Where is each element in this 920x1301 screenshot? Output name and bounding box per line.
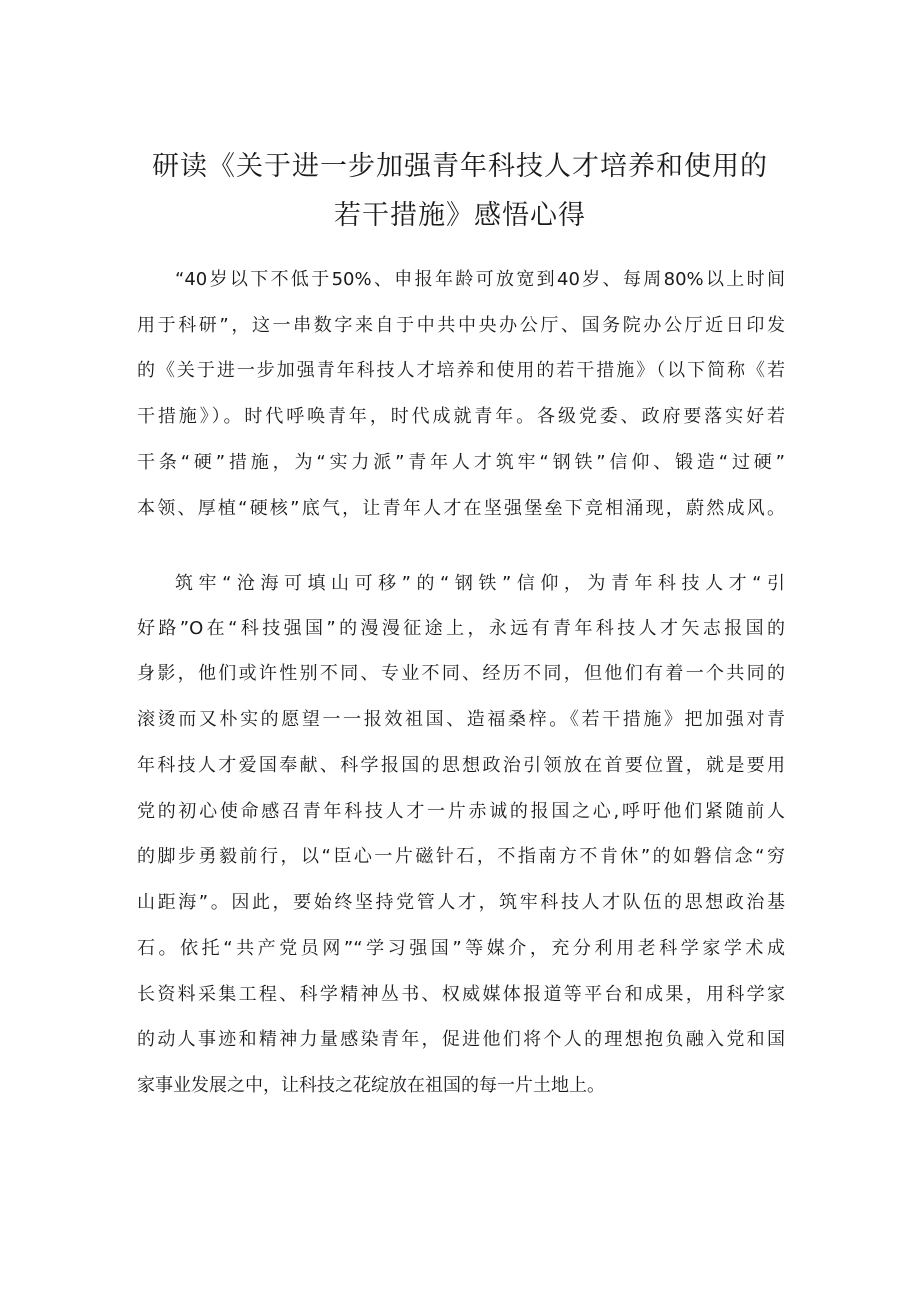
paragraph-1-line: “40岁以下不低于50%、申报年龄可放宽到40岁、每周80%以上时间 [175,269,785,290]
paragraph-2-line: 石。依托“共产党员网”“学习强国”等媒介，充分利用老科学家学术成 [137,938,785,959]
paragraph-1-line: 干措施》）。时代呼唤青年，时代成就青年。各级党委、政府要落实好若 [137,406,785,427]
paragraph-2-line: 长资料采集工程、科学精神丛书、权威媒体报道等平台和成果，用科学家 [137,984,785,1005]
paragraph-2-line: 身影，他们或许性别不同、专业不同、经历不同，但他们有着一个共同的 [137,663,785,684]
paragraph-1-line: 本领、厚植“硬核”底气，让青年人才在坚强堡垒下竞相涌现，蔚然成风。 [137,498,785,519]
paragraph-2-line: 家事业发展之中，让科技之花绽放在祖国的每一片土地上。 [137,1075,605,1096]
paragraph-2-line: 好路”O在“科技强国”的漫漫征途上，永远有青年科技人才矢志报国的 [137,618,785,639]
document-title-line-2: 若干措施》感悟心得 [334,200,586,231]
paragraph-2-line: 的动人事迹和精神力量感染青年，促进他们将个人的理想抱负融入党和国 [137,1029,785,1050]
paragraph-2-line: 的脚步勇毅前行，以“臣心一片磁针石，不指南方不肯休”的如磐信念“穷 [137,846,785,867]
document-title-line-1: 研读《关于进一步加强青年科技人才培养和使用的 [152,151,768,182]
paragraph-2-line: 年科技人才爱国奉献、科学报国的思想政治引领放在首要位置，就是要用 [137,755,785,776]
paragraph-1-line: 的《关于进一步加强青年科技人才培养和使用的若干措施》（以下简称《若 [137,360,785,381]
paragraph-2-line: 山距海”。因此，要始终坚持党管人才，筑牢科技人才队伍的思想政治基 [137,892,785,913]
paragraph-2-line: 筑牢“沧海可填山可移”的“钢铁”信仰，为青年科技人才“引 [175,573,785,594]
paragraph-1-line: 用于科研”，这一串数字来自于中共中央办公厅、国务院办公厅近日印发 [137,315,785,336]
paragraph-1-line: 干条“硬”措施，为“实力派”青年人才筑牢“钢铁”信仰、锻造“过硬” [137,452,785,473]
paragraph-2-line: 滚烫而又朴实的愿望一一报效祖国、造福桑梓。《若干措施》把加强对青 [137,709,785,730]
paragraph-2-line: 党的初心使命感召青年科技人才一片赤诚的报国之心,呼吁他们紧随前人 [137,801,785,822]
